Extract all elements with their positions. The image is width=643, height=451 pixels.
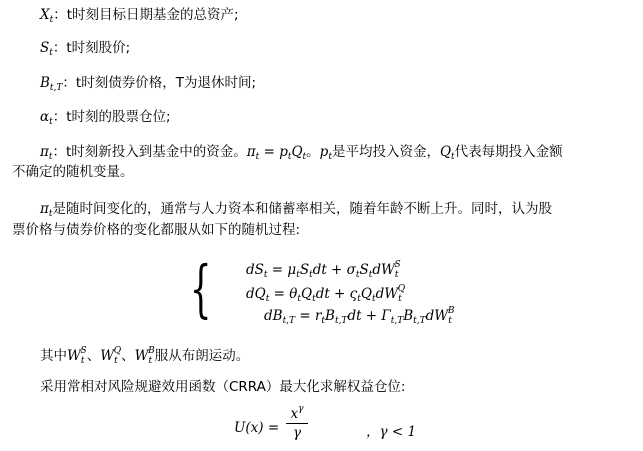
def-alpha: $\alpha_t$：t时刻的股票仓位;: [40, 109, 171, 127]
sde-income: $dQ_t = \theta_tQ_tdt + \varsigma_tQ_tdW_t^Q$: [246, 284, 406, 304]
sde-stock: $dS_t = \mu_tS_tdt + \sigma_tS_tdW_t^S$: [246, 260, 401, 280]
def-pi: $\pi_t$：t时刻新投入到基金中的资金。$\pi_t = p_tQ_t$。$p_t$是平均投入资金，$Q_t$代表每期投入金额: [40, 144, 563, 162]
utility-fraction: [286, 404, 308, 441]
def-x: $X_t$：t时刻目标日期基金的总资产;: [40, 7, 239, 25]
para2-line1: $\pi_t$是随时间变化的，通常与人力资本和储蓄率相关，随着年龄不断上升。同时，认为股: [40, 201, 552, 219]
def-alpha-text: t时刻的股票仓位;: [66, 109, 171, 125]
def-b-text: t时刻债券价格，T为退休时间;: [75, 75, 256, 91]
sym-x: X: [40, 7, 50, 23]
def-s-text: t时刻股价;: [66, 40, 131, 56]
def-s: $S_t$：t时刻股价;: [40, 40, 131, 58]
utility-lhs: U(x) =: [234, 420, 280, 436]
def-x-text: t时刻目标日期基金的总资产;: [66, 7, 239, 23]
utility-condition: ，γ < 1: [366, 424, 417, 440]
para2-line2: 票价格与债券价格的变化都服从如下的随机过程:: [12, 222, 301, 238]
sym-alpha: α: [40, 109, 50, 125]
sym-b: B: [40, 75, 50, 91]
crra-text: 采用常相对风险规避效用函数（CRRA）最大化求解权益仓位:: [40, 379, 406, 395]
left-brace: {: [189, 252, 212, 325]
sde-bond: $dB_{t,T} = r_tB_{t,T}dt + \Gamma_{t,T}B_{t,T}dW_t^B$: [264, 306, 455, 326]
sym-s: S: [40, 40, 50, 56]
def-pi-cont: 不确定的随机变量。: [12, 164, 134, 180]
utility-denominator: γ: [292, 425, 302, 441]
def-pi-text: t时刻新投入到基金中的资金。: [66, 144, 247, 160]
brownian-line: 其中$W_t^S$、$W_t^Q$、$W_t^B$服从布朗运动。: [40, 346, 250, 366]
def-b: $B_{t,T}$：t时刻债券价格，T为退休时间;: [40, 75, 256, 93]
utility-numerator: $x^\gamma$: [290, 404, 304, 422]
